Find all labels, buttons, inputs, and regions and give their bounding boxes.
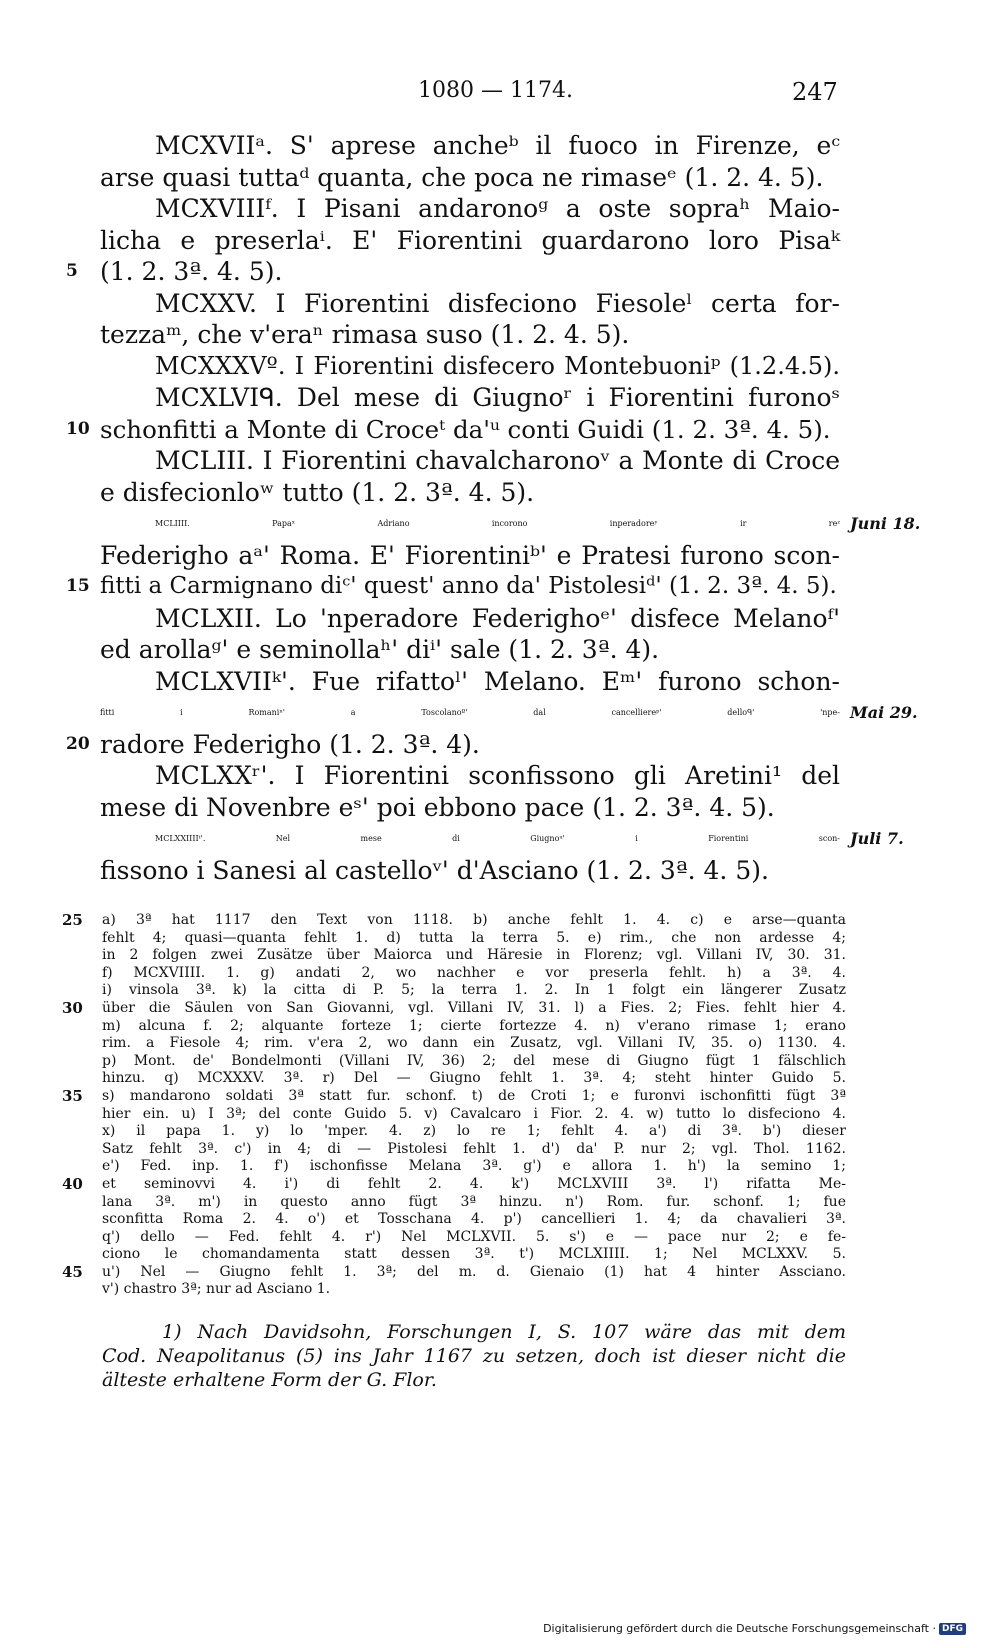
year-range: 1080 — 1174. bbox=[418, 78, 573, 103]
text-line: MCLXII. Lo 'nperadore Federighoᵉ' disfece Melanoᶠ' bbox=[155, 603, 840, 633]
line-number: 35 bbox=[62, 1086, 83, 1105]
text-line: tezzaᵐ, che v'eraⁿ rimasa suso (1. 2. 4. 5). bbox=[100, 320, 630, 349]
apparatus-line: e') Fed. inp. 1. f') ischonfisse Melana 3ª. g') e allora 1. h') la semino 1; bbox=[102, 1158, 846, 1175]
text-line: schonfitti a Monte di Croceᵗ da'ᵘ conti Guidi (1. 2. 3ª. 4. 5). 10 bbox=[66, 414, 831, 444]
margin-date: Mai 29. bbox=[850, 703, 918, 722]
apparatus-line: q') dello — Fed. fehlt 4. r') Nel MCLXVII. 5. s') e — pace nur 2; e fe- bbox=[102, 1228, 846, 1245]
text-line: MCLIIII. Papaˣ Adriano incorono inperadoreʸ ir reᶻ Juni 18. bbox=[100, 508, 840, 540]
text-line: MCXLVIᑫ. Del mese di Giugnoʳ i Fiorentini furonoˢ bbox=[155, 383, 840, 412]
apparatus-line: hinzu. q) MCXXXV. 3ª. r) Del — Giugno fehlt 1. 3ª. 4; steht hinter Guido 5. bbox=[102, 1070, 846, 1087]
text-line: fitti a Carmignano diᶜ' quest' anno da' Pistolesiᵈ' (1. 2. 3ª. 4. 5). 15 bbox=[100, 571, 840, 603]
text-line: ed arollaᵍ' e seminollaʰ' diⁱ' sale (1. 2. 3ª. 4). bbox=[100, 635, 660, 664]
footnote bbox=[102, 1320, 846, 1392]
apparatus-line: ciono le chomandamenta statt dessen 3ª. t') MCLXIIII. 1; Nel MCLXXV. 5. bbox=[102, 1246, 846, 1263]
line-number: 15 bbox=[66, 576, 90, 596]
apparatus-line: a) 3ª hat 1117 den Text von 1118. b) anche fehlt 1. 4. c) e arse—quanta 25 bbox=[62, 911, 846, 929]
digitization-text: Digitalisierung gefördert durch die Deutsche Forschungsgemeinschaft · bbox=[543, 1622, 936, 1635]
line-number: 25 bbox=[62, 911, 83, 929]
text-line: MCXXV. I Fiorentini disfeciono Fiesoleˡ certa for- bbox=[155, 288, 840, 318]
text-line: e disfecionloʷ tutto (1. 2. 3ª. 4. 5). bbox=[100, 477, 535, 507]
text-line: radore Federigho (1. 2. 3ª. 4). 20 bbox=[66, 729, 480, 759]
line-number: 30 bbox=[62, 998, 83, 1017]
digitization-credit bbox=[543, 1622, 966, 1635]
text-line: fitti i Romaniⁿ' a Toscolanoº' dal cancelliereᵖ' delloᑫ' 'npe- Mai 29. bbox=[100, 697, 840, 729]
line-number: 10 bbox=[66, 418, 90, 439]
text-line: MCXVIIIᶠ. I Pisani andaronoᵍ a oste soprаʰ Maio- bbox=[155, 194, 840, 223]
apparatus-line: s) mandarono soldati 3ª statt fur. schonf. t) de Croti 1; e furonvi ischonfitti fügt 3ª 35 bbox=[62, 1086, 846, 1105]
line-number: 45 bbox=[62, 1262, 83, 1281]
apparatus-line: rim. a Fiesole 4; rim. v'era 2, wo dann ein Zusatz, vgl. Villani IV, 35. o) 1130. 4. bbox=[102, 1035, 846, 1052]
text-line: arse quasi tuttaᵈ quanta, che poca ne rimaseᵉ (1. 2. 4. 5). bbox=[100, 162, 824, 192]
apparatus-line: f) MCXVIIII. 1. g) andati 2, wo nachher e vor preserla fehlt. h) a 3ª. 4. bbox=[102, 964, 846, 981]
page-number: 247 bbox=[792, 78, 838, 106]
apparatus-line: m) alcuna f. 2; alquante forteze 1; cierte fortezze 4. n) v'erano rimase 1; erano bbox=[102, 1017, 846, 1034]
apparatus-line: et seminovvi 4. i') di fehlt 2. 4. k') MCLXVIII 3ª. l') rifatta Me- 40 bbox=[62, 1174, 846, 1193]
footnote-line: Cod. Neapolitanus (5) ins Jahr 1167 zu setzen, doch ist dieser nicht die bbox=[102, 1345, 846, 1367]
margin-date: Juni 18. bbox=[850, 514, 921, 533]
apparatus-line: i) vinsola 3ª. k) la citta di P. 5; la terra 1. 2. In 1 folgt ein längerer Zusatz bbox=[102, 982, 846, 999]
dfg-logo-icon: DFG bbox=[939, 1623, 966, 1635]
text-line: MCXXXVº. I Fiorentini disfecero Montebuoniᵖ (1.2.4.5). bbox=[155, 351, 840, 380]
apparatus-line: u') Nel — Giugno fehlt 1. 3ª; del m. d. Gienaio (1) hat 4 hinter Assciano. 45 bbox=[62, 1262, 846, 1281]
line-number: 20 bbox=[66, 733, 90, 754]
line-number: 40 bbox=[62, 1174, 83, 1193]
line-number: 5 bbox=[66, 261, 78, 281]
footnote-line: älteste erhaltene Form der G. Flor. bbox=[102, 1369, 437, 1391]
text-line: MCLXXʳ'. I Fiorentini sconfissono gli Aretini¹ del bbox=[155, 761, 840, 790]
footnote-line: 1) Nach Davidsohn, Forschungen I, S. 107 wäre das mit dem bbox=[162, 1321, 846, 1343]
apparatus-line: in 2 folgen zwei Zusätze über Maiorca und Häresie in Florenz; vgl. Villani IV, 30. 31. bbox=[102, 947, 846, 964]
apparatus-line: fehlt 4; quasi—quanta fehlt 1. d) tutta la terra 5. e) rim., che non ardesse 4; bbox=[102, 929, 846, 946]
running-head bbox=[0, 78, 1000, 114]
apparatus-line: sconfitta Roma 2. 4. o') et Tosschana 4. p') cancellieri 1. 4; da chavalieri 3ª. bbox=[102, 1211, 846, 1228]
text-line: Federigho aᵃ' Roma. E' Fiorentiniᵇ' e Pratesi furono scon- bbox=[100, 540, 840, 570]
text-line: fissono i Sanesi al castelloᵛ' d'Asciano (1. 2. 3ª. 4. 5). bbox=[100, 855, 769, 885]
apparatus-line: lana 3ª. m') in questo anno fügt 3ª hinzu. n') Rom. fur. schonf. 1; fue bbox=[102, 1193, 846, 1210]
text-line: MCXVIIᵃ. S' aprese ancheᵇ il fuoco in Firenze, eᶜ bbox=[155, 131, 840, 160]
text-line: licha e preserlaⁱ. E' Fiorentini guardarono loro Pisaᵏ bbox=[100, 225, 840, 255]
text-line: MCLIII. I Fiorentini chavalcharonoᵛ a Monte di Croce bbox=[155, 446, 840, 475]
chronicle-text bbox=[66, 130, 921, 886]
apparatus-line: hier ein. u) I 3ª; del conte Guido 5. v) Cavalcaro i Fior. 2. 4. w) tutto lo disfeciono 4. bbox=[102, 1105, 846, 1122]
apparatus-line: Satz fehlt 3ª. c') in 4; di — Pistolesi fehlt 1. d') da' P. nur 2; vgl. Thol. 1162. bbox=[102, 1140, 846, 1157]
apparatus-line: p) Mont. de' Bondelmonti (Villani IV, 36) 2; del mese di Giugno fügt 1 fälschlich bbox=[102, 1052, 846, 1069]
text-line: (1. 2. 3ª. 4. 5). 5 bbox=[66, 257, 283, 286]
margin-date: Juli 7. bbox=[850, 829, 904, 848]
apparatus-line: v') chastro 3ª; nur ad Asciano 1. bbox=[102, 1281, 331, 1298]
apparatus-line: x) il papa 1. y) lo 'mper. 4. z) lo re 1; fehlt 4. a') di 3ª. b') dieser bbox=[102, 1123, 846, 1140]
text-line: MCLXVIIᵏ'. Fue rifattoˡ' Melano. Eᵐ' furono schon- bbox=[155, 666, 840, 696]
apparatus-line: über die Säulen von San Giovanni, vgl. Villani IV, 31. l) a Fies. 2; Fies. fehlt hier 4. 30 bbox=[62, 998, 846, 1017]
text-line: MCLXXIIIIᵗ'. Nel mese di Giugnoᵘ' i Fiorentini scon- Juli 7. bbox=[100, 823, 840, 855]
critical-apparatus bbox=[62, 911, 846, 1299]
text-line: mese di Novenbre eˢ' poi ebbono pace (1. 2. 3ª. 4. 5). bbox=[100, 792, 775, 822]
